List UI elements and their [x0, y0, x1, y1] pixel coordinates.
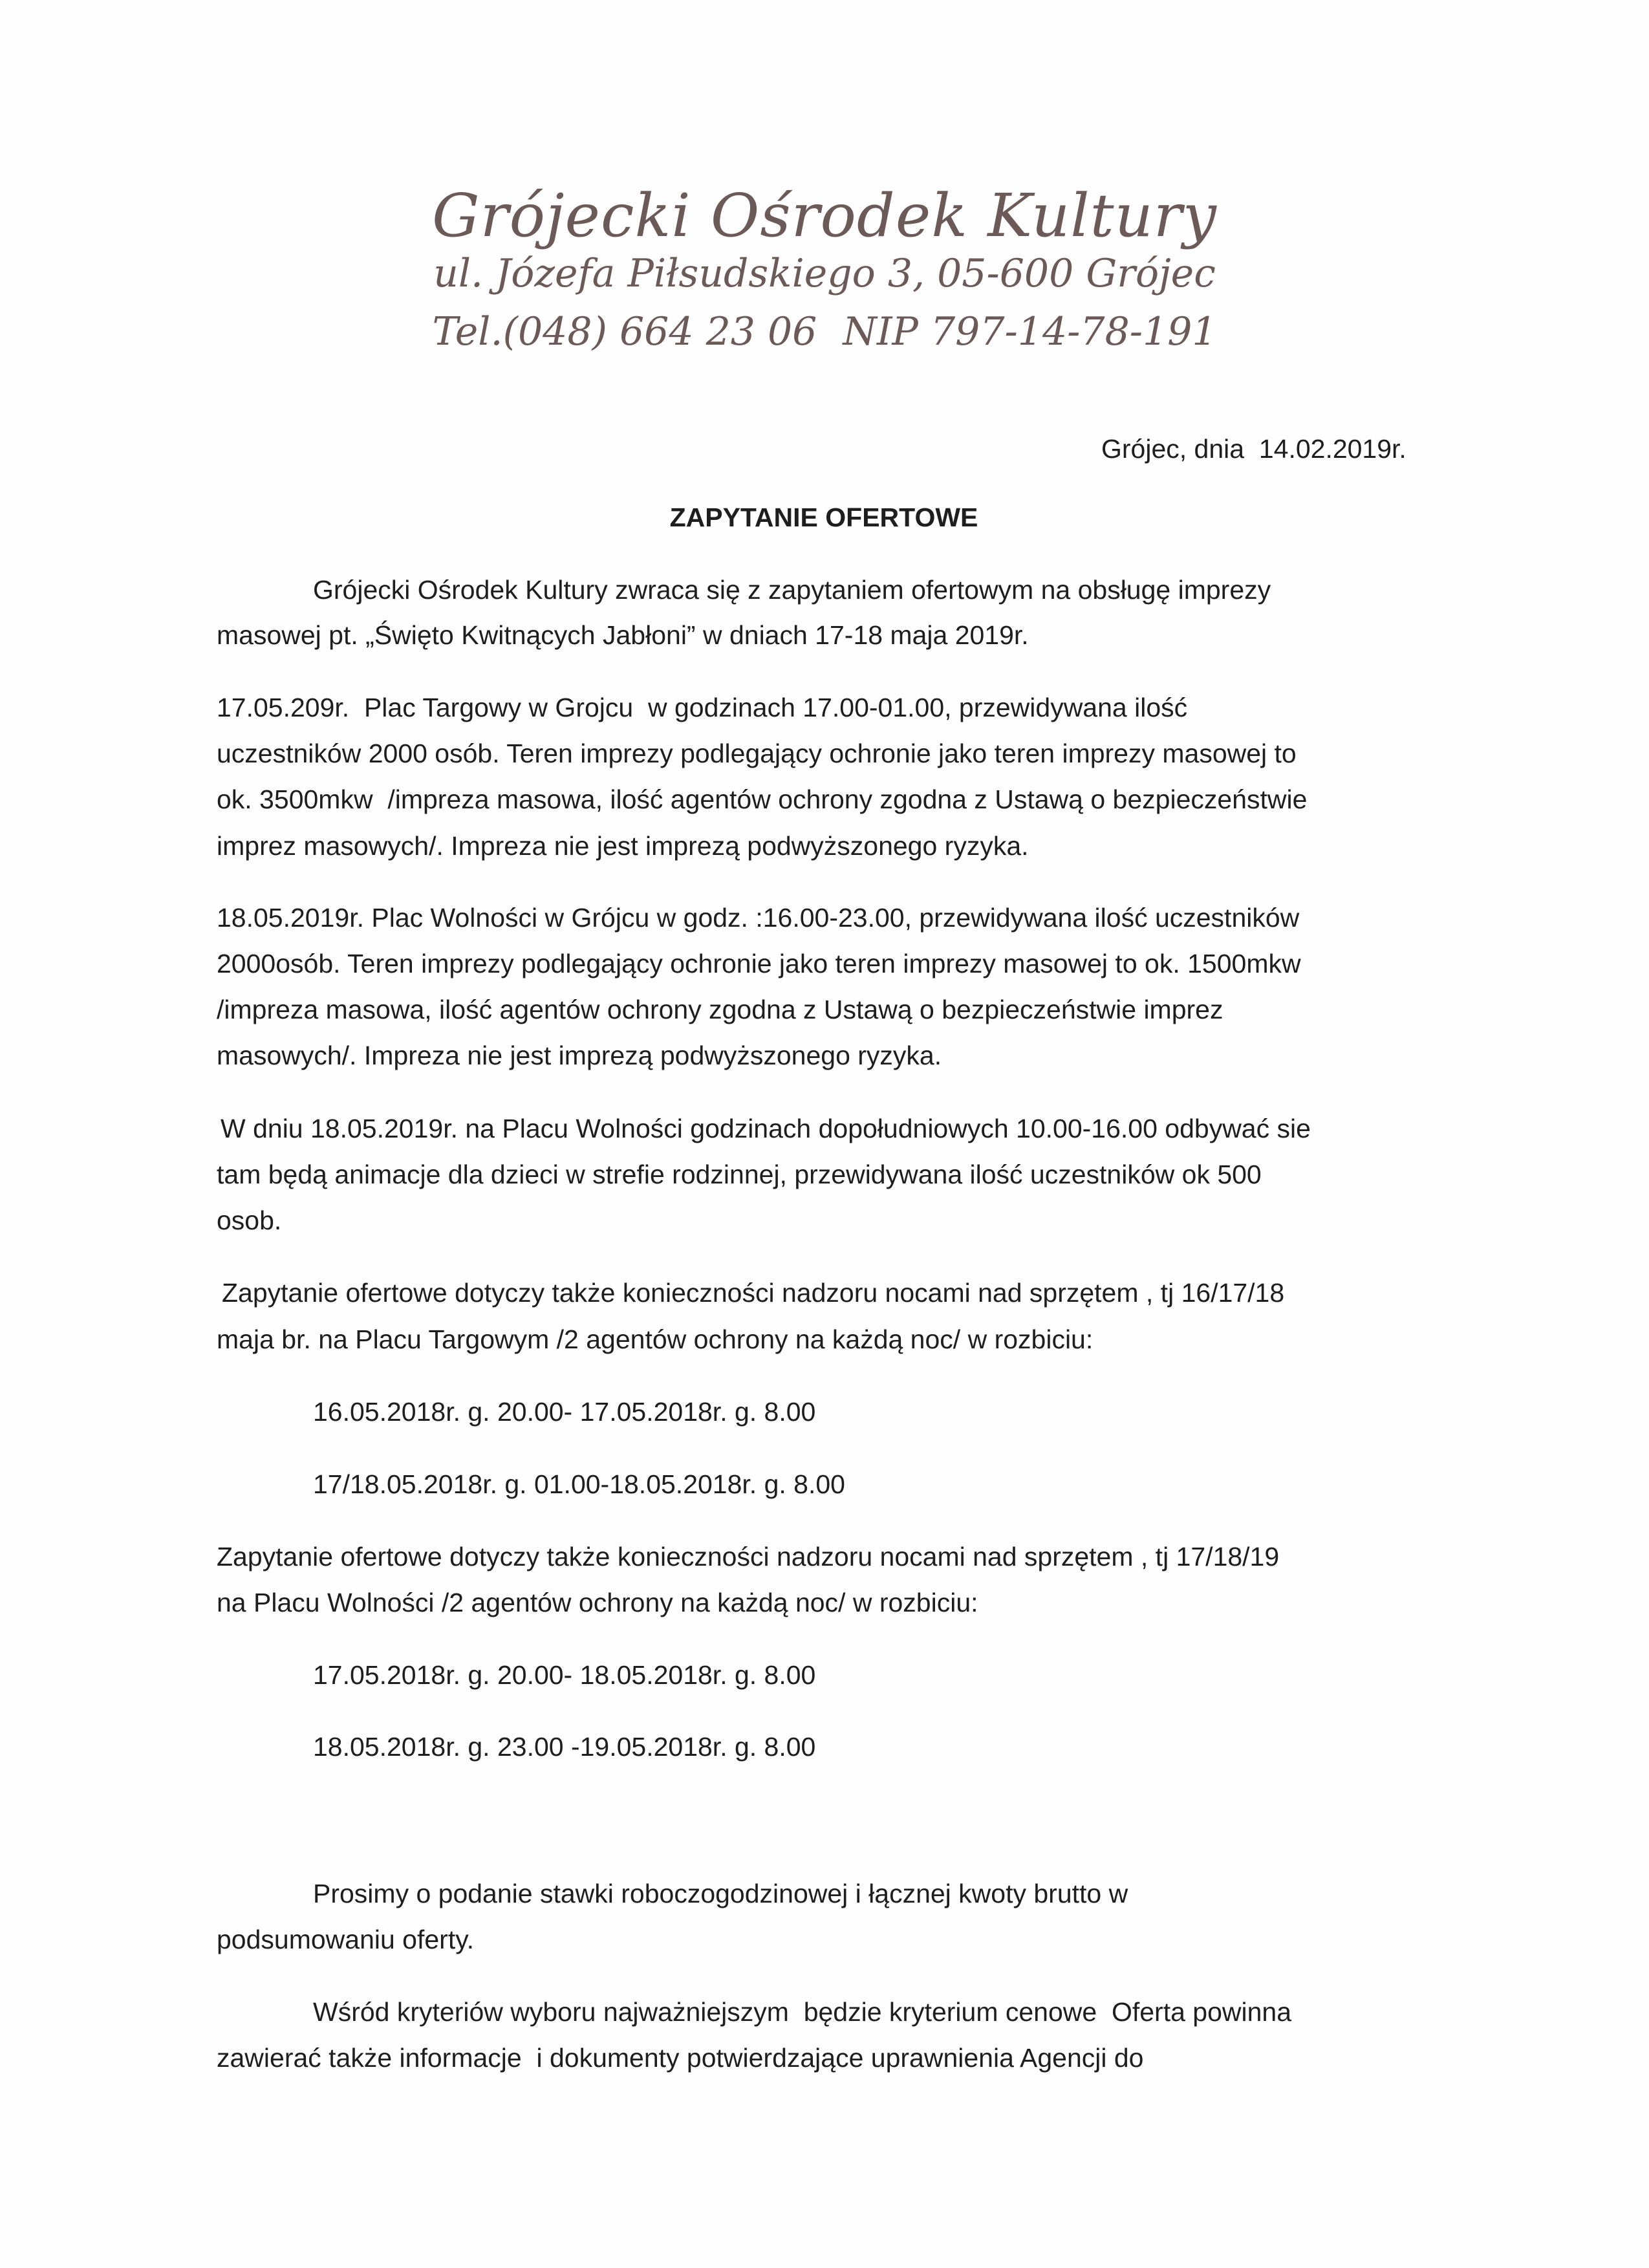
schedule-line: 17.05.2018r. g. 20.00- 18.05.2018r. g. 8.00 [313, 1660, 816, 1690]
body-line: tam będą animacje dla dzieci w strefie rodzinnej, przewidywana ilość uczestników ok 500 [217, 1160, 1262, 1189]
body-line: osob. [217, 1205, 282, 1235]
letterhead-contact [0, 309, 1649, 354]
body-line: 17.05.209r. Plac Targowy w Grojcu w godzinach 17.00-01.00, przewidywana ilość [217, 693, 1188, 722]
body-line: Wśród kryteriów wyboru najważniejszym będzie kryterium cenowe Oferta powinna [313, 1997, 1292, 2027]
body-line: 18.05.2019r. Plac Wolności w Grójcu w godz. :16.00-23.00, przewidywana ilość uczestników [217, 903, 1300, 933]
letterhead-phone: Tel.(048) 664 23 06 [432, 309, 817, 354]
document-title: ZAPYTANIE OFERTOWE [669, 502, 978, 532]
body-line: Grójecki Ośrodek Kultury zwraca się z zapytaniem ofertowym na obsługę imprezy [313, 575, 1271, 605]
body-line: Zapytanie ofertowe dotyczy także konieczności nadzoru nocami nad sprzętem , tj 17/18/19 [217, 1542, 1280, 1571]
body-line: /impreza masowa, ilość agentów ochrony zgodna z Ustawą o bezpieczeństwie imprez [217, 995, 1223, 1024]
body-line: podsumowaniu oferty. [217, 1925, 475, 1954]
body-line: imprez masowych/. Impreza nie jest imprezą podwyższonego ryzyka. [217, 831, 1029, 861]
body-line: uczestników 2000 osób. Teren imprezy podlegający ochronie jako teren imprezy masowej to [217, 739, 1297, 768]
body-line: masowej pt. „Święto Kwitnących Jabłoni” w dniach 17-18 maja 2019r. [217, 620, 1029, 650]
body-line: 2000osób. Teren imprezy podlegający ochronie jako teren imprezy masowej to ok. 1500mkw [217, 949, 1301, 978]
body-line: W dniu 18.05.2019r. na Placu Wolności godzinach dopołudniowych 10.00-16.00 odbywać sie [221, 1114, 1311, 1143]
body-line: zawierać także informacje i dokumenty potwierdzające uprawnienia Agencji do [217, 2043, 1144, 2073]
letterhead-nip: NIP 797-14-78-191 [843, 309, 1217, 354]
schedule-line: 18.05.2018r. g. 23.00 -19.05.2018r. g. 8.00 [313, 1732, 816, 1762]
body-line: masowych/. Impreza nie jest imprezą podwyższonego ryzyka. [217, 1041, 942, 1070]
body-line: na Placu Wolności /2 agentów ochrony na każdą noc/ w rozbiciu: [217, 1588, 978, 1617]
body-line: Prosimy o podanie stawki roboczogodzinowej i łącznej kwoty brutto w [313, 1879, 1128, 1908]
schedule-line: 16.05.2018r. g. 20.00- 17.05.2018r. g. 8.00 [313, 1397, 816, 1427]
body-line: maja br. na Placu Targowym /2 agentów ochrony na każdą noc/ w rozbiciu: [217, 1324, 1094, 1354]
letterhead-name: Grójecki Ośrodek Kultury [432, 181, 1217, 250]
body-line: ok. 3500mkw /impreza masowa, ilość agentów ochrony zgodna z Ustawą o bezpieczeństwie [217, 784, 1308, 814]
schedule-line: 17/18.05.2018r. g. 01.00-18.05.2018r. g. 8.00 [313, 1469, 845, 1499]
date-line: Grójec, dnia 14.02.2019r. [1101, 434, 1406, 464]
letterhead-address: ul. Józefa Piłsudskiego 3, 05-600 Grójec [433, 251, 1216, 296]
body-line: Zapytanie ofertowe dotyczy także konieczności nadzoru nocami nad sprzętem , tj 16/17/18 [222, 1278, 1285, 1308]
